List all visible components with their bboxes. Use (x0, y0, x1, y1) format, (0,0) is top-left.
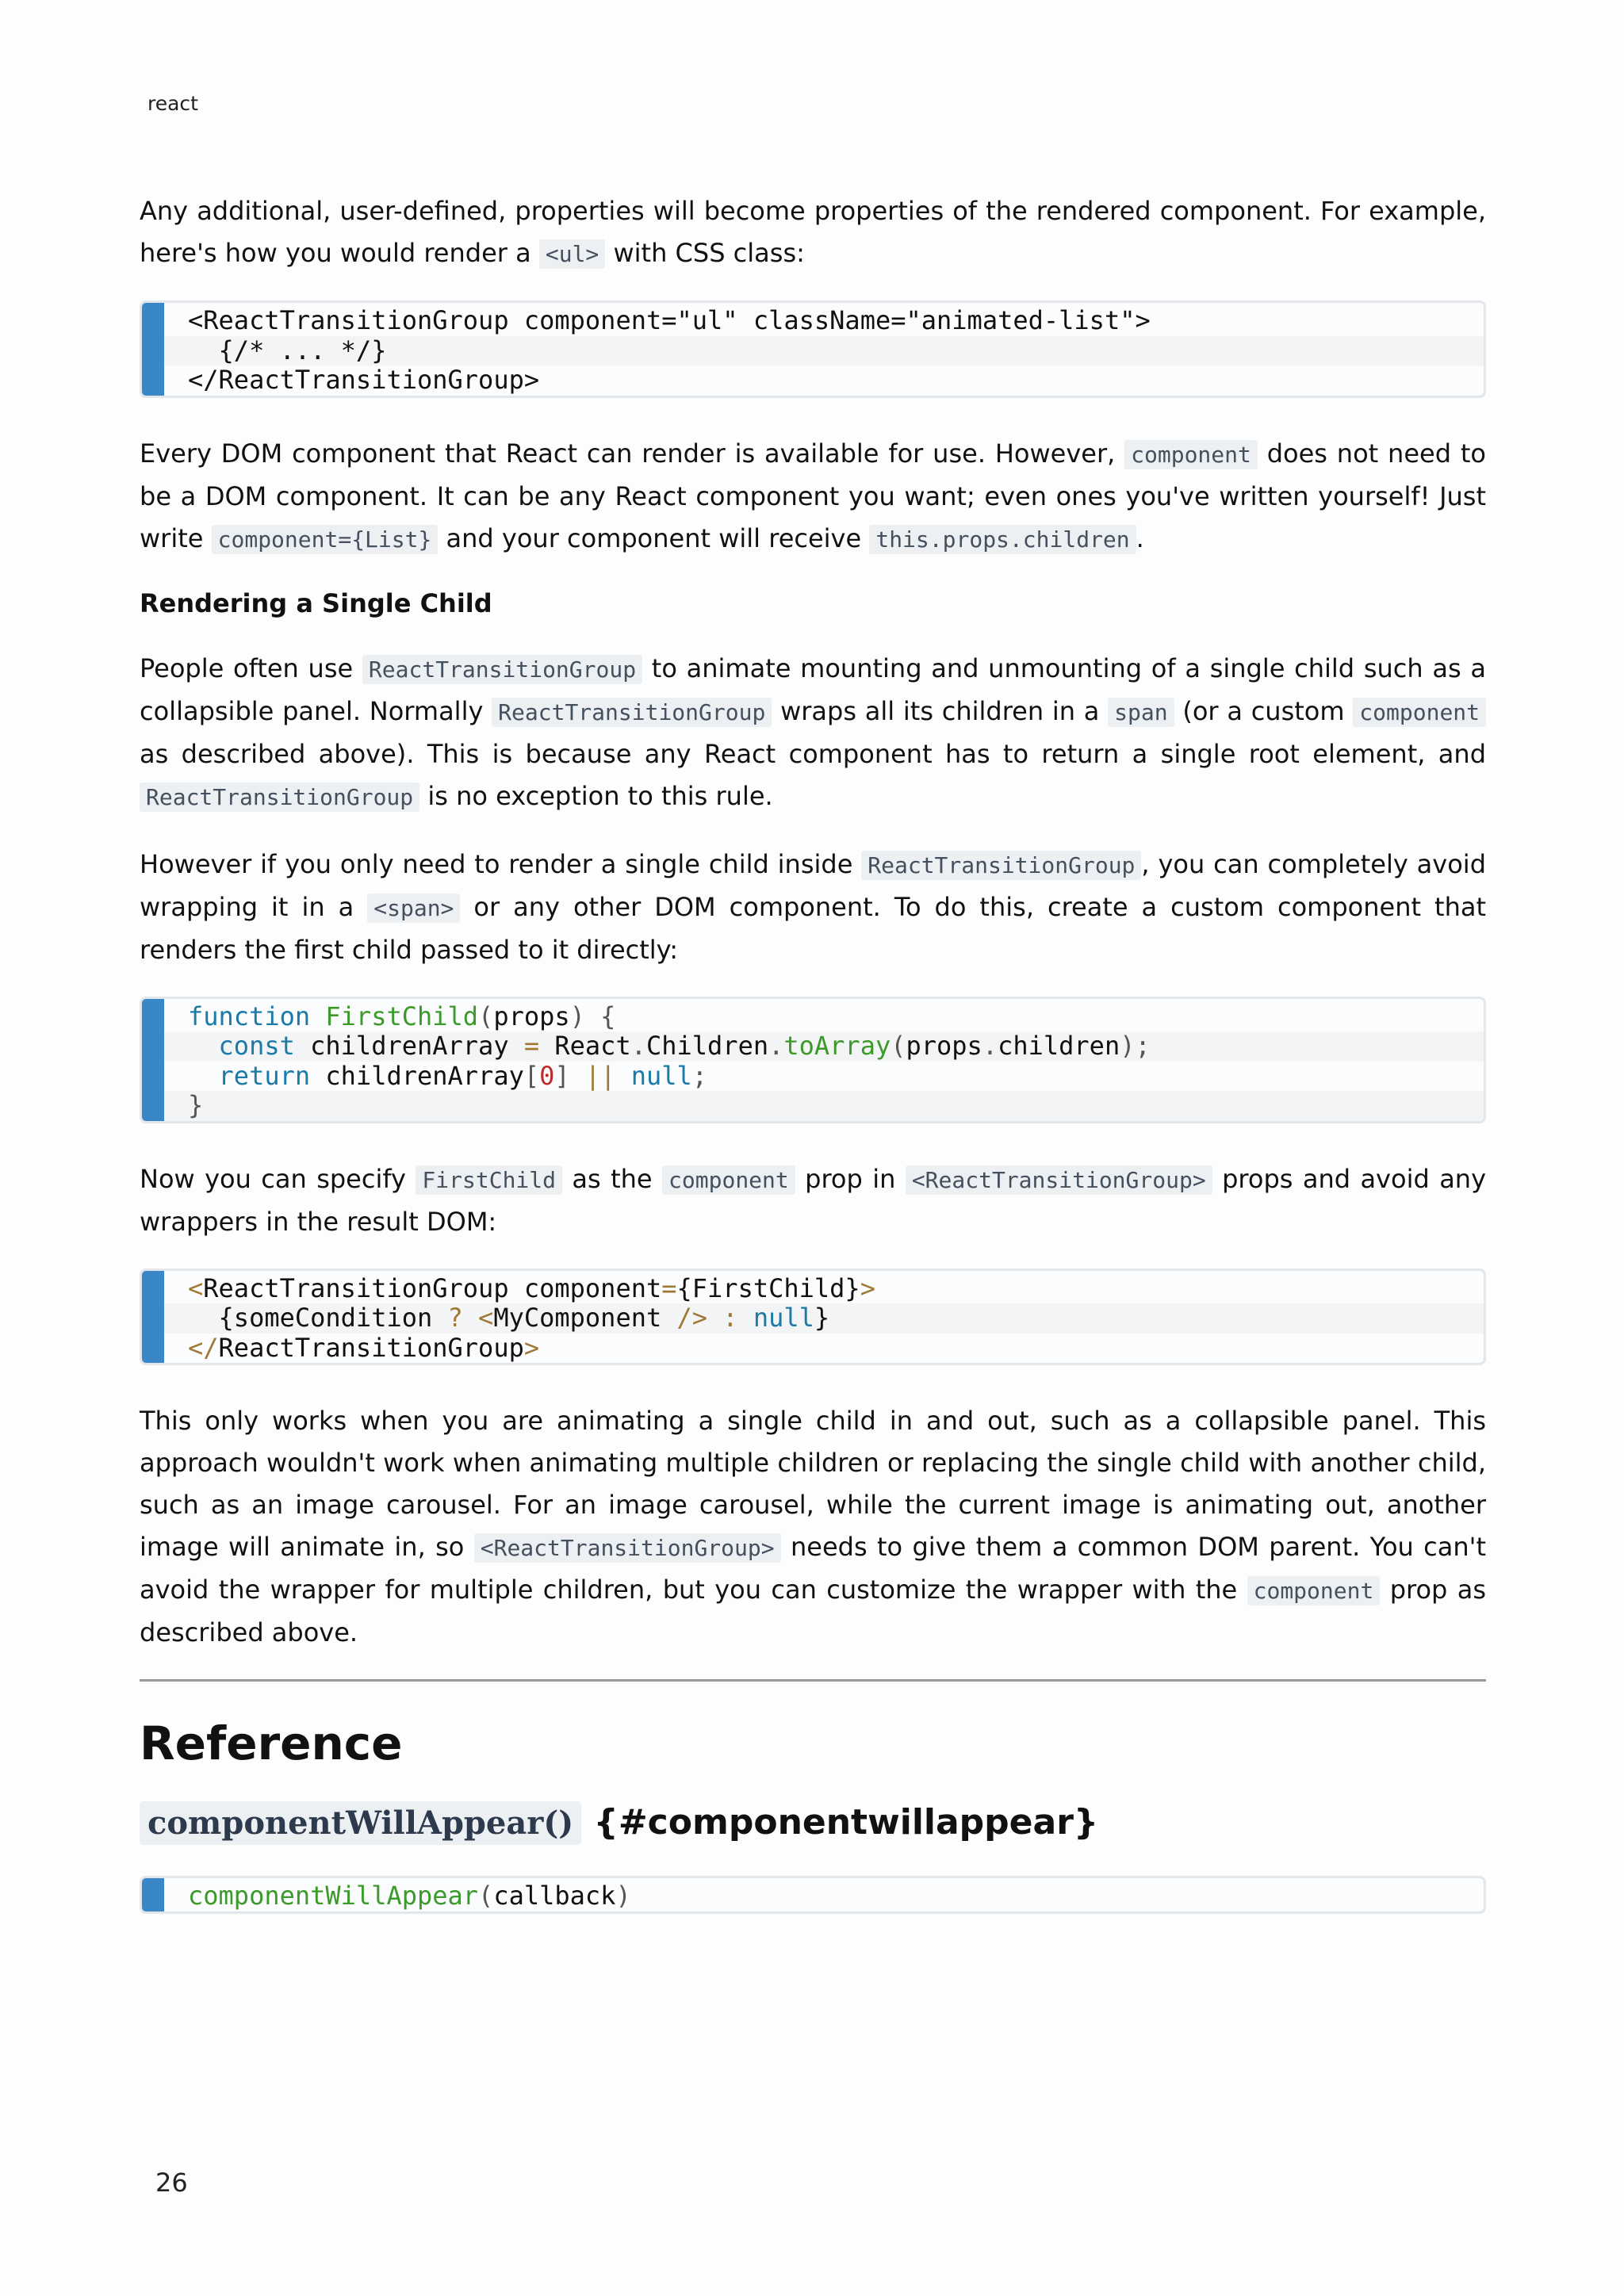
inline-code: ReactTransitionGroup (140, 783, 419, 812)
reference-heading: Reference (140, 1716, 403, 1770)
method-anchor: {#componentwillappear} (581, 1802, 1099, 1843)
page-number: 26 (155, 2168, 188, 2198)
paragraph-dom-component: Every DOM component that React can render is available for use. However, component does not need to be a DOM component. It can be any React component you want; even ones you've written yourself! Just write component={List} and your component will receive this.props.children . (140, 438, 1487, 553)
paragraph-avoid-wrapping: However if you only need to render a single child inside ReactTransitionGroup , you can completely avoid wrapping it in a <span> or any other DOM component. To do this, create a custom component that renders the first child passed to it directly: (140, 848, 1487, 965)
code-block-signature (140, 1876, 1486, 1914)
code-block-ul-example (140, 300, 1486, 398)
inline-code: ReactTransitionGroup (362, 655, 642, 684)
code-line: return childrenArray[0] || null; (218, 1060, 708, 1091)
code-block-accent-bar (142, 1271, 164, 1364)
code-line: <ReactTransitionGroup component={FirstChild}> (188, 1272, 875, 1303)
inline-code: component={List} (212, 525, 439, 554)
code-line: } (142, 1091, 1484, 1121)
code-block-accent-bar (142, 999, 164, 1121)
paragraph-additional-props: Any additional, user-defined, properties will become properties of the rendered component. For example, here's how you would render a <ul> with CSS class: (140, 196, 1486, 268)
method-name-code: componentWillAppear() (140, 1801, 581, 1845)
inline-code: <ul> (539, 239, 605, 269)
inline-code: <span> (367, 894, 460, 923)
paragraph-single-child-intro: People often use ReactTransitionGroup to animate mounting and unmounting of a single child such as a collapsible panel. Normally ReactTransitionGroup wraps all its children in a span (or a custom component as described above). This is because any React component has to return a single root element, and ReactTransitionGroup is no exception to this rule. (140, 652, 1487, 811)
inline-code: component (1124, 440, 1258, 469)
code-line: {someCondition ? <MyComponent /> : null} (142, 1303, 1484, 1334)
paragraph-specify-first-child: Now you can specify FirstChild as the component prop in <ReactTransitionGroup> props and avoid any wrappers in the result DOM: (140, 1163, 1487, 1237)
code-block-first-child (140, 997, 1486, 1123)
code-line: </ReactTransitionGroup> (188, 365, 540, 395)
inline-code: ReactTransitionGroup (492, 698, 772, 727)
code-line: const childrenArray = React.Children.toArray(props.children); (142, 1031, 1484, 1062)
inline-code: span (1108, 698, 1174, 727)
method-heading-component-will-appear (140, 1797, 1486, 1849)
section-divider (140, 1679, 1486, 1682)
inline-code: this.props.children (869, 525, 1136, 554)
code-line: </ReactTransitionGroup> (188, 1332, 540, 1363)
code-block-accent-bar (142, 303, 164, 396)
inline-code: ReactTransitionGroup (861, 851, 1141, 880)
code-line: function FirstChild(props) { (188, 1001, 616, 1031)
code-block-accent-bar (142, 1878, 164, 1911)
code-line: <ReactTransitionGroup component="ul" className="animated-list"> (188, 305, 1151, 335)
running-header: react (147, 92, 198, 115)
code-line: {/* ... */} (142, 336, 1484, 366)
paragraph-carousel-note: This only works when you are animating a single child in and out, such as a collapsible panel. This approach wouldn't work when animating multiple children or replacing the single child with another child, such as an image carousel. For an image carousel, while the current image is animating out, another image will animate in, so <ReactTransitionGroup> needs to give them a common DOM parent. You can't avoid the wrapper for multiple children, but you can customize the wrapper with the component prop as described above. (140, 1406, 1487, 1647)
inline-code: FirstChild (416, 1165, 562, 1195)
inline-code: component (1353, 698, 1486, 727)
section-heading-single-child: Rendering a Single Child (140, 587, 492, 618)
document-body (140, 190, 1486, 1949)
inline-code: component (1247, 1576, 1381, 1605)
inline-code: component (662, 1165, 795, 1195)
inline-code: <ReactTransitionGroup> (474, 1533, 781, 1563)
code-block-transition-group-usage (140, 1269, 1486, 1366)
inline-code: <ReactTransitionGroup> (906, 1165, 1212, 1195)
code-line: componentWillAppear(callback) (188, 1881, 631, 1911)
